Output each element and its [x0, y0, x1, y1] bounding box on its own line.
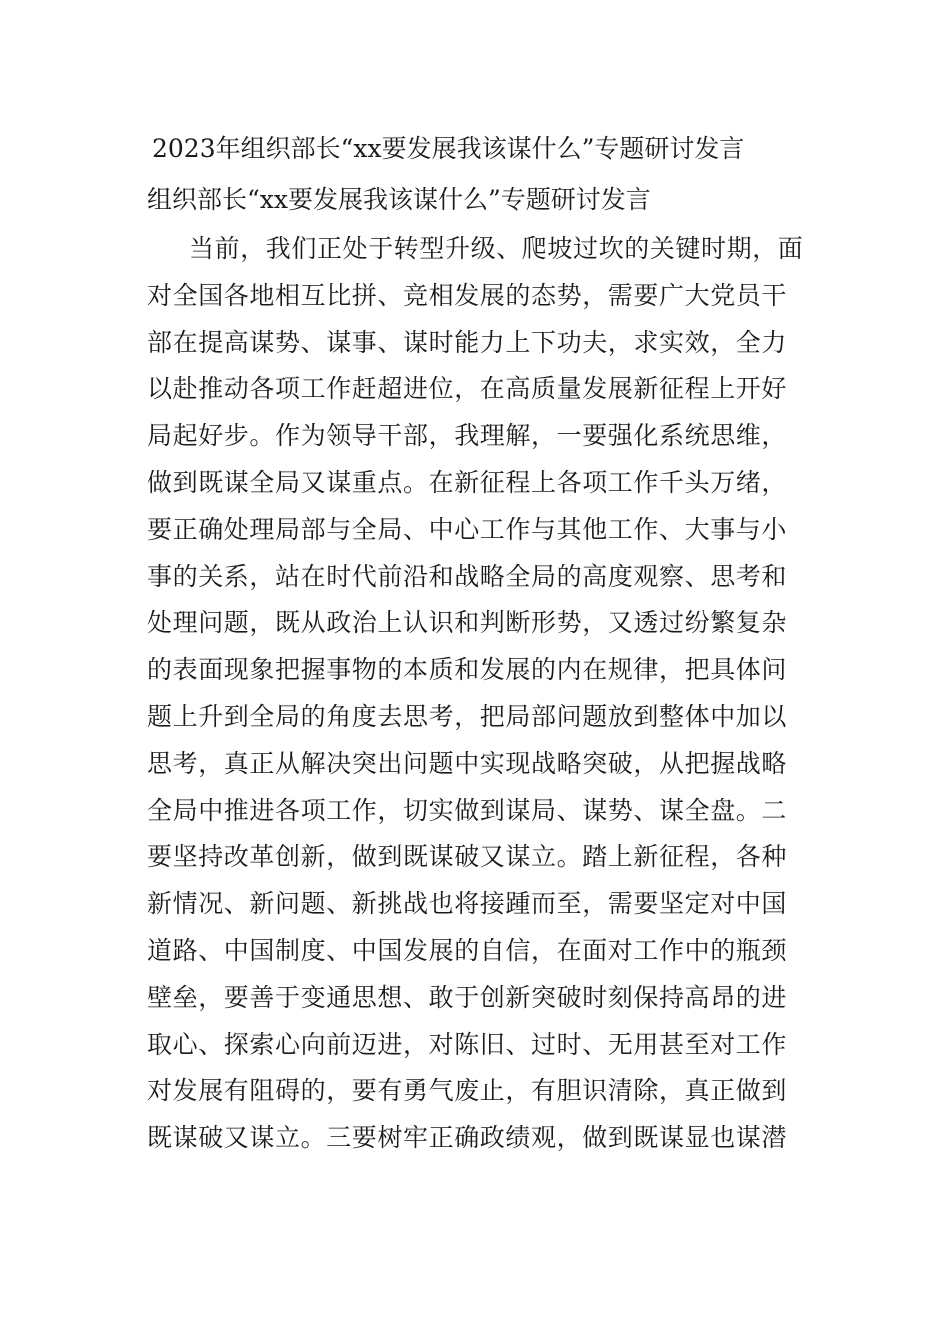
body-line: 要正确处理局部与全局、中心工作与其他工作、大事与小: [147, 514, 788, 544]
body-line: 做到既谋全局又谋重点。在新征程上各项工作千头万绪，: [147, 467, 788, 497]
body-line: 对全国各地相互比拼、竞相发展的态势，需要广大党员干: [147, 280, 788, 310]
body-line: 道路、中国制度、中国发展的自信，在面对工作中的瓶颈: [147, 935, 788, 965]
body-line: 既谋破又谋立。三要树牢正确政绩观，做到既谋显也谋潜: [147, 1123, 788, 1153]
document-subtitle: 组织部长“xx要发展我该谋什么”专题研讨发言: [147, 185, 651, 214]
body-line: 的表面现象把握事物的本质和发展的内在规律，把具体问: [147, 655, 788, 685]
body-line: 部在提高谋势、谋事、谋时能力上下功夫，求实效，全力: [147, 327, 788, 357]
body-line: 全局中推进各项工作，切实做到谋局、谋势、谋全盘。二: [147, 795, 788, 825]
body-line: 思考，真正从解决突出问题中实现战略突破，从把握战略: [147, 748, 788, 778]
document-body: [147, 226, 827, 1162]
body-line: 题上升到全局的角度去思考，把局部问题放到整体中加以: [147, 701, 788, 731]
body-line: 局起好步。作为领导干部，我理解，一要强化系统思维，: [147, 421, 788, 451]
body-line: 要坚持改革创新，做到既谋破又谋立。踏上新征程，各种: [147, 842, 788, 872]
body-line: 取心、探索心向前迈进，对陈旧、过时、无用甚至对工作: [147, 1029, 788, 1059]
body-line: 处理问题，既从政治上认识和判断形势，又透过纷繁复杂: [147, 608, 788, 638]
body-line: 壁垒，要善于变通思想、敢于创新突破时刻保持高昂的进: [147, 982, 788, 1012]
body-line: 事的关系，站在时代前沿和战略全局的高度观察、思考和: [147, 561, 788, 591]
body-line: 新情况、新问题、新挑战也将接踵而至，需要坚定对中国: [147, 889, 788, 919]
body-line: 对发展有阻碍的，要有勇气废止，有胆识清除，真正做到: [147, 1076, 788, 1106]
body-line: 当前，我们正处于转型升级、爬坡过坎的关键时期，面: [189, 234, 804, 263]
document-title: 2023年组织部长“xx要发展我该谋什么”专题研讨发言: [152, 134, 745, 163]
body-line: 以赴推动各项工作赶超进位，在高质量发展新征程上开好: [147, 374, 788, 404]
